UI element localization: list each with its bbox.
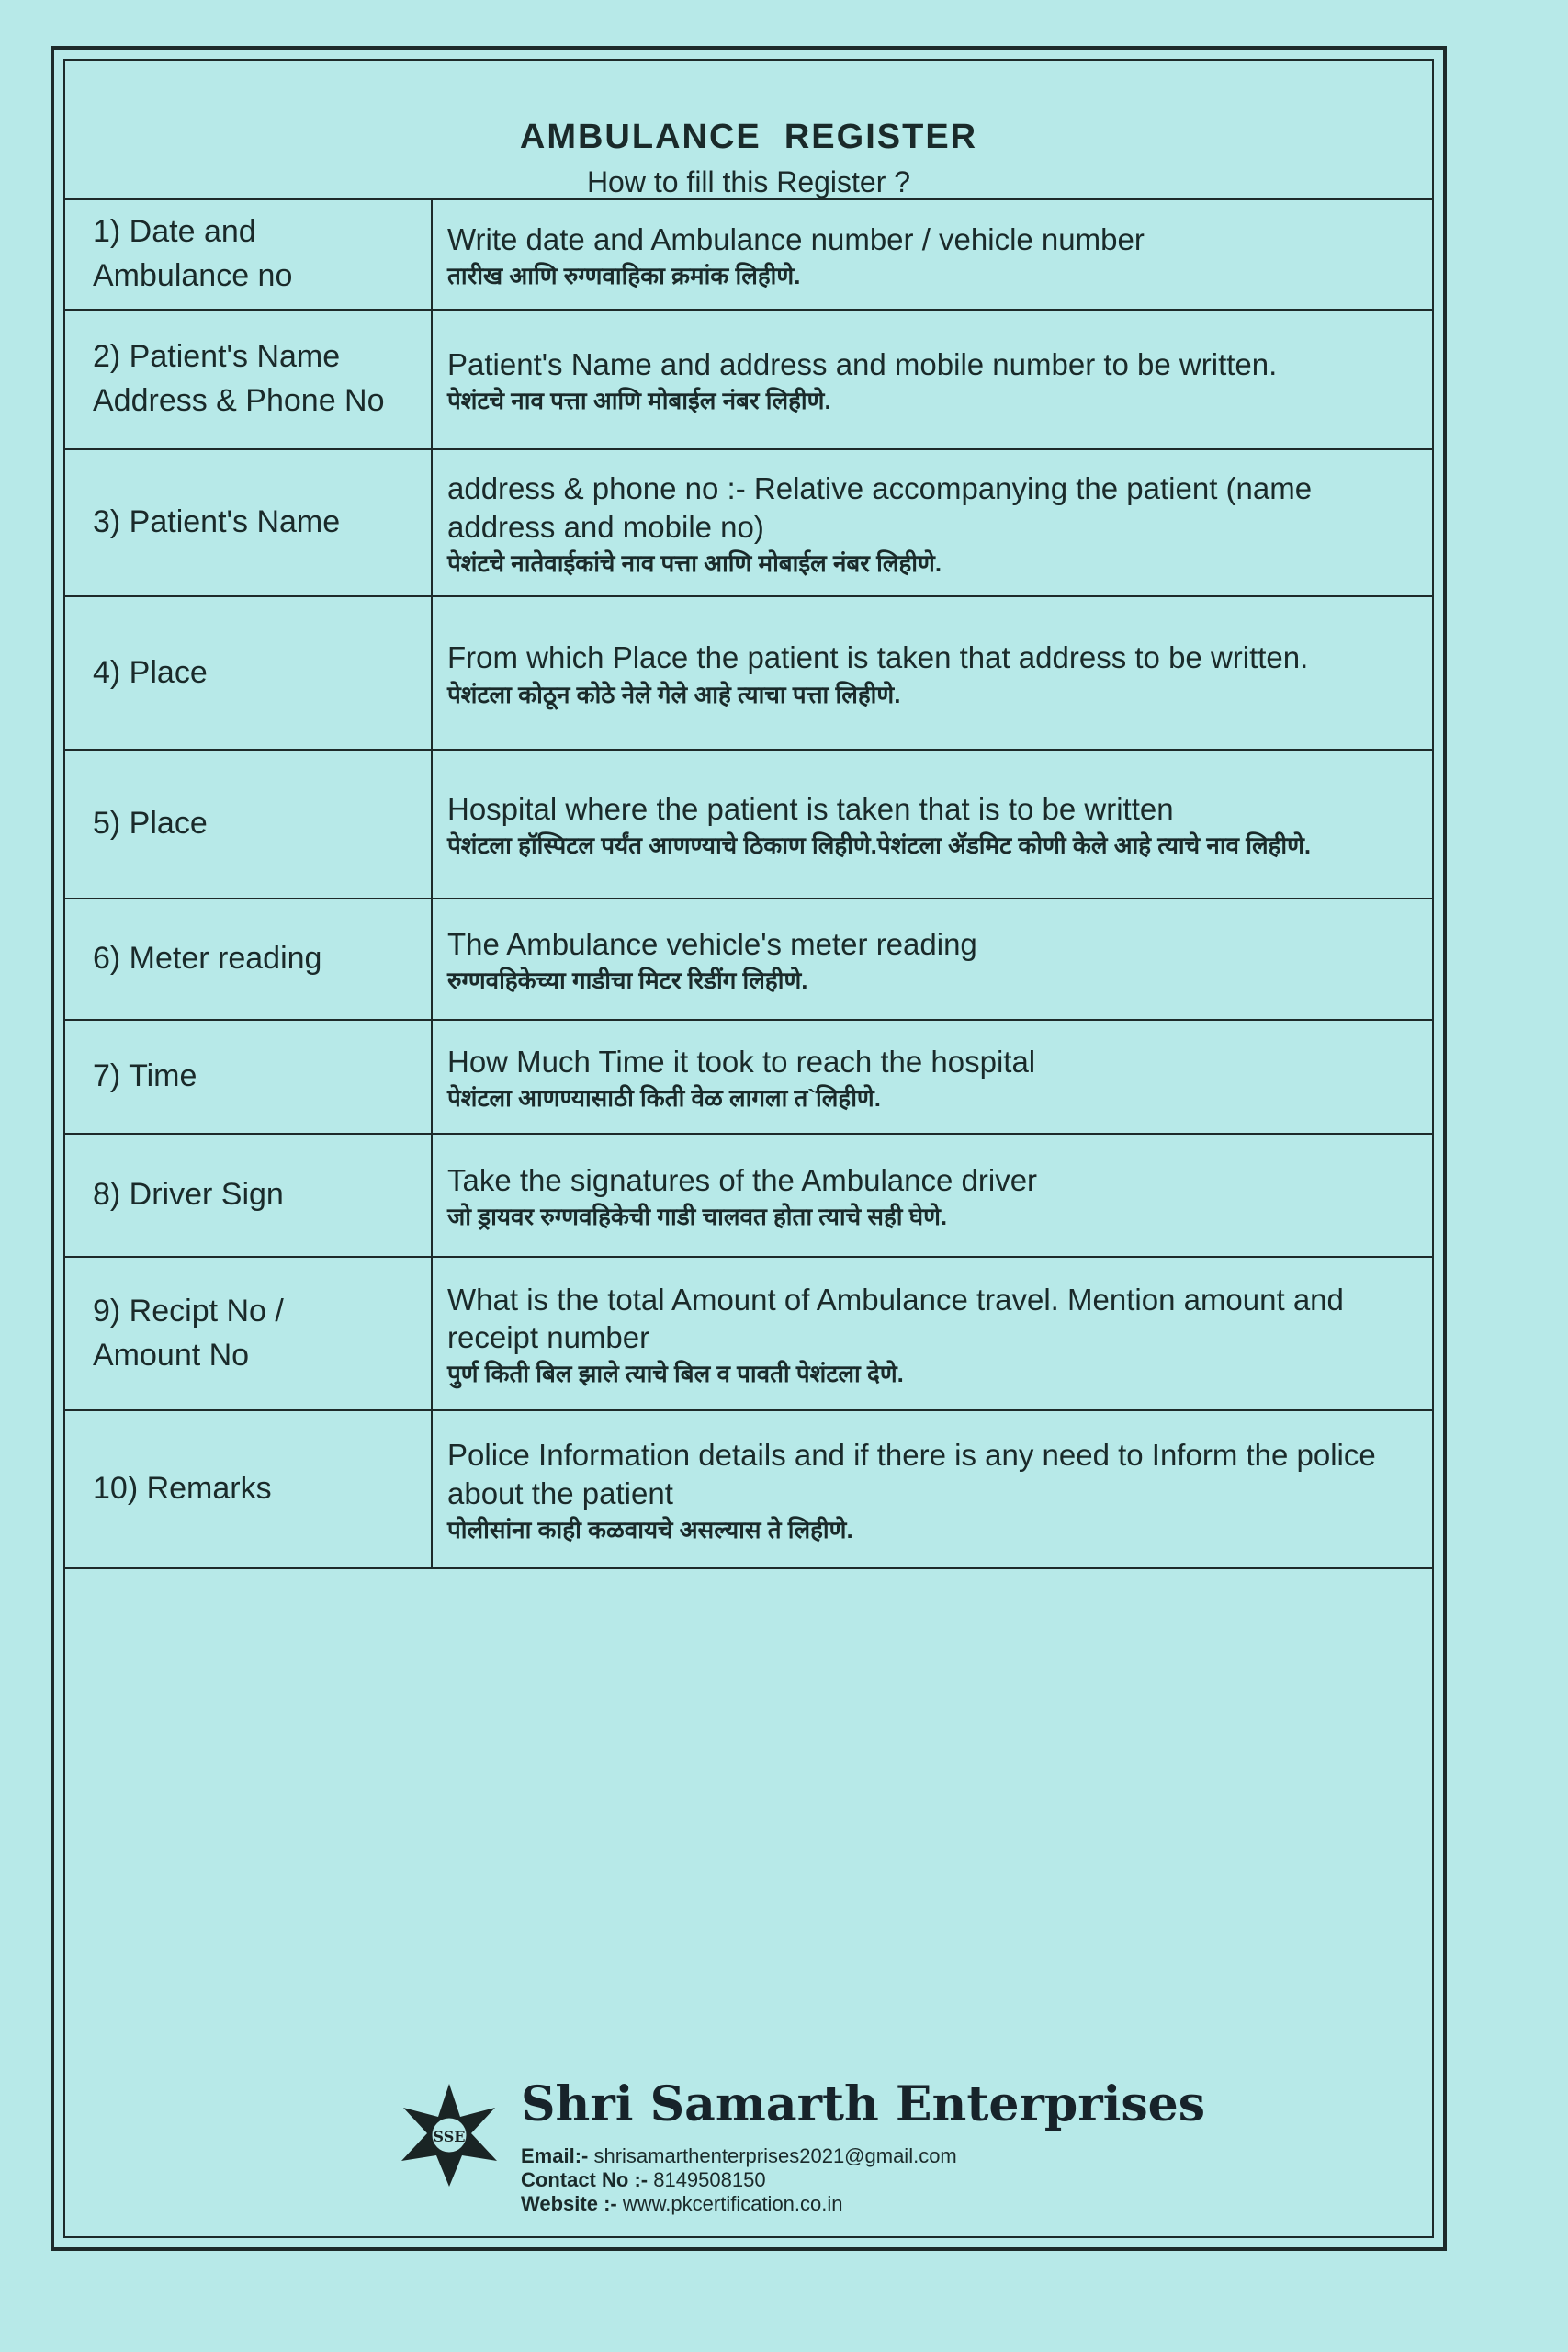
contact-label: Contact No :- <box>521 2167 649 2191</box>
instruction-english: address & phone no :- Relative accompanying the patient (name address and mobile no) <box>447 471 1313 544</box>
company-name: Shri Samarth Enterprises <box>521 2076 1205 2132</box>
row-instruction <box>433 751 1432 898</box>
row-label: 8) Driver Sign <box>65 1135 433 1256</box>
instruction-marathi: पेशंटचे नातेवाईकांचे नाव पत्ता आणि मोबाईल नंबर लिहीणे. <box>447 548 942 577</box>
row-instruction <box>433 1135 1432 1256</box>
instruction-marathi: पुर्ण किती बिल झाले त्याचे बिल व पावती पेशंटला देणे. <box>447 1360 904 1388</box>
website-value: www.pkcertification.co.in <box>622 2191 843 2215</box>
row-instruction <box>433 450 1432 595</box>
instructions-table <box>65 200 1432 1569</box>
instruction-marathi: रुग्णवहिकेच्या गाडीचा मिटर रिडींग लिहीणे. <box>447 967 808 995</box>
logo-monogram: SSE <box>433 2128 466 2145</box>
instruction-english: Patient's Name and address and mobile number to be written. <box>447 346 1278 381</box>
company-footer <box>65 2052 1432 2236</box>
instruction-english: Police Information details and if there is any need to Inform the police about the patient <box>447 1438 1376 1510</box>
instruction-marathi: जो ड्रायवर रुग्णवहिकेची गाडी चालवत होता त्याचे सही घेणे. <box>447 1203 948 1231</box>
row-label: 5) Place <box>65 751 433 898</box>
table-row <box>65 450 1432 597</box>
row-label: 6) Meter reading <box>65 899 433 1019</box>
page-title: AMBULANCE REGISTER <box>519 118 978 156</box>
instruction-marathi: पोलीसांना काही कळवायचे असल्यास ते लिहीणे. <box>447 1515 853 1544</box>
website-line <box>521 2192 957 2216</box>
table-row <box>65 1135 1432 1258</box>
contact-block <box>521 2144 957 2216</box>
instruction-english: How Much Time it took to reach the hospital <box>447 1044 1036 1079</box>
email-line <box>521 2144 957 2168</box>
page-subtitle: How to fill this Register ? <box>586 165 911 198</box>
star-logo-icon <box>394 2080 504 2190</box>
row-label: 1) Date and Ambulance no <box>65 200 433 309</box>
instruction-marathi: पेशंटचे नाव पत्ता आणि मोबाईल नंबर लिहीणे. <box>447 387 831 415</box>
instruction-english: From which Place the patient is taken that address to be written. <box>447 640 1309 675</box>
row-label: 3) Patient's Name <box>65 450 433 595</box>
table-row <box>65 899 1432 1021</box>
row-label: 4) Place <box>65 597 433 749</box>
instruction-marathi: तारीख आणि रुग्णवाहिका क्रमांक लिहीणे. <box>447 262 801 290</box>
table-row <box>65 200 1432 311</box>
instruction-english: What is the total Amount of Ambulance travel. Mention amount and receipt number <box>447 1282 1344 1354</box>
register-header <box>65 61 1432 200</box>
instruction-english: The Ambulance vehicle's meter reading <box>447 926 977 961</box>
table-row <box>65 1021 1432 1135</box>
row-instruction <box>433 899 1432 1019</box>
register-inner-frame <box>63 59 1434 2238</box>
instruction-english: Take the signatures of the Ambulance driver <box>447 1162 1038 1197</box>
row-instruction <box>433 1411 1432 1567</box>
table-row <box>65 1411 1432 1569</box>
row-label: 2) Patient's Name Address & Phone No <box>65 311 433 448</box>
row-instruction <box>433 597 1432 749</box>
instruction-marathi: पेशंटला कोठून कोठे नेले गेले आहे त्याचा पत्ता लिहीणे. <box>447 680 901 708</box>
website-label: Website :- <box>521 2191 617 2215</box>
contact-value: 8149508150 <box>653 2167 766 2191</box>
email-value: shrisamarthenterprises2021@gmail.com <box>593 2144 957 2167</box>
table-row <box>65 1258 1432 1411</box>
row-instruction <box>433 1258 1432 1409</box>
table-row <box>65 751 1432 899</box>
row-instruction <box>433 200 1432 309</box>
instruction-english: Write date and Ambulance number / vehicle number <box>447 221 1145 256</box>
contact-line <box>521 2168 957 2192</box>
row-instruction <box>433 1021 1432 1133</box>
table-row <box>65 597 1432 751</box>
email-label: Email:- <box>521 2144 589 2167</box>
row-label: 10) Remarks <box>65 1411 433 1567</box>
table-row <box>65 311 1432 450</box>
row-instruction <box>433 311 1432 448</box>
instruction-english: Hospital where the patient is taken that is to be written <box>447 791 1174 826</box>
instruction-marathi: पेशंटला आणण्यासाठी किती वेळ लागला त`लिहीणे. <box>447 1084 881 1113</box>
row-label: 9) Recipt No / Amount No <box>65 1258 433 1409</box>
instruction-marathi: पेशंटला हॉस्पिटल पर्यंत आणण्याचे ठिकाण लिहीणे.पेशंटला ॲडमिट कोणी केले आहे त्याचे नाव लिहीणे. <box>447 831 1312 860</box>
register-sheet <box>51 46 1447 2251</box>
row-label: 7) Time <box>65 1021 433 1133</box>
